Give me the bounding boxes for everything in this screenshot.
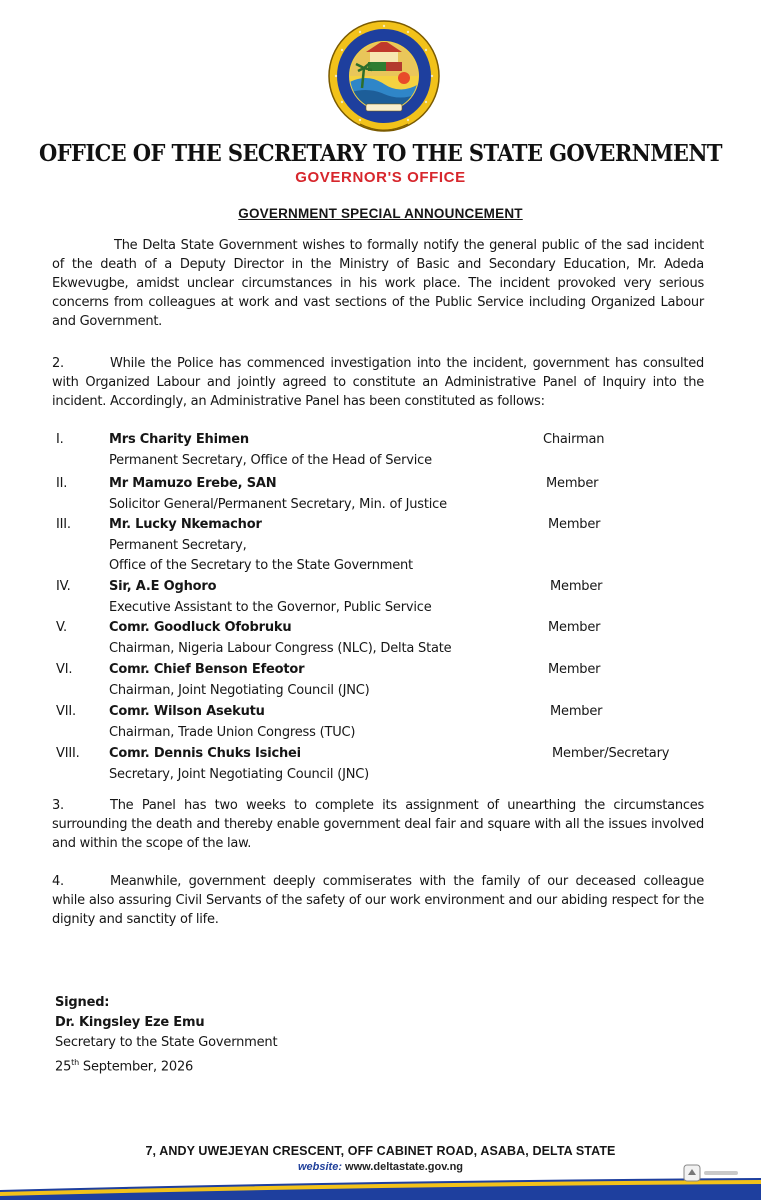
member-title: Chairman, Joint Negotiating Council (JNC) xyxy=(109,683,370,698)
member-role: Member xyxy=(548,620,601,635)
paragraph-1: The Delta State Government wishes to formally notify the general public of the sad incident of the death of a Deputy Director in the Ministry of Basic and Secondary Education, Mr. Adeda Ekwevugbe, amidst unclear circumstances in his work place. The incident provoked very serious concerns from colleagues at work and vast sections of the Public Service including Organized Labour and Government. xyxy=(52,238,704,329)
footer-stripe xyxy=(0,1170,761,1200)
paragraph-text: While the Police has commenced investigation into the incident, government has consulted with Organized Labour and jointly agreed to constitute an Administrative Panel of Inquiry into the incident. Accordingly, an Administrative Panel has been constituted as follows: xyxy=(52,356,704,409)
member-name: Sir, A.E Oghoro xyxy=(109,579,217,594)
member-title: Chairman, Nigeria Labour Congress (NLC), Delta State xyxy=(109,641,452,656)
member-role: Member xyxy=(550,704,603,719)
member-title: Permanent Secretary, Office of the Head of Service xyxy=(109,453,432,468)
member-number: IV. xyxy=(56,579,71,594)
member-title: Permanent Secretary, xyxy=(109,538,247,553)
paragraph-3 xyxy=(52,796,704,853)
member-role: Member xyxy=(550,579,603,594)
office-title: OFFICE OF THE SECRETARY TO THE STATE GOVERNMENT xyxy=(39,138,722,167)
member-role: Chairman xyxy=(543,432,605,447)
member-name: Comr. Dennis Chuks Isichei xyxy=(109,746,301,761)
member-title: Secretary, Joint Negotiating Council (JNC) xyxy=(109,767,370,782)
paragraph-number: 4. xyxy=(52,874,64,889)
paragraph-2 xyxy=(52,354,704,411)
member-name: Comr. Wilson Asekutu xyxy=(109,704,265,719)
governors-office-subtitle: GOVERNOR'S OFFICE xyxy=(295,169,466,186)
website-link[interactable]: www.deltastate.gov.ng xyxy=(345,1161,464,1173)
member-title: Solicitor General/Permanent Secretary, Min. of Justice xyxy=(109,497,447,512)
member-number: III. xyxy=(56,517,71,532)
member-name: Mr Mamuzo Erebe, SAN xyxy=(109,476,277,491)
member-title: Executive Assistant to the Governor, Public Service xyxy=(109,600,432,615)
delta-state-seal-icon xyxy=(326,18,442,136)
member-role: Member xyxy=(548,517,601,532)
signatory-position: Secretary to the State Government xyxy=(55,1035,278,1050)
camscanner-watermark-icon xyxy=(682,1161,742,1191)
member-name: Comr. Goodluck Ofobruku xyxy=(109,620,292,635)
member-number: VI. xyxy=(56,662,73,677)
paragraph-number: 2. xyxy=(52,356,64,371)
signature-block xyxy=(55,993,277,1077)
member-title-line-2: Office of the Secretary to the State Government xyxy=(109,558,413,573)
paragraph-number: 3. xyxy=(52,798,64,813)
date-day: 25 xyxy=(55,1059,72,1075)
member-name: Comr. Chief Benson Efeotor xyxy=(109,662,305,677)
signature-date xyxy=(55,1053,277,1077)
member-number: VIII. xyxy=(56,746,80,761)
paragraph-text: The Panel has two weeks to complete its assignment of unearthing the circumstances surrounding the death and thereby enable government deal fair and square with all the issues involved and within the scope of the law. xyxy=(52,798,704,851)
date-rest: September, 2026 xyxy=(78,1059,194,1075)
paragraph-4 xyxy=(52,872,704,929)
member-role: Member xyxy=(546,476,599,491)
signed-label: Signed: xyxy=(55,995,110,1010)
member-number: VII. xyxy=(56,704,76,719)
date-suffix: th xyxy=(71,1058,79,1067)
member-number: V. xyxy=(56,620,67,635)
footer-address: 7, ANDY UWEJEYAN CRESCENT, OFF CABINET ROAD, ASABA, DELTA STATE xyxy=(145,1144,616,1158)
member-number: II. xyxy=(56,476,68,491)
member-name: Mr. Lucky Nkemachor xyxy=(109,517,262,532)
member-role: Member/Secretary xyxy=(552,746,670,761)
member-name: Mrs Charity Ehimen xyxy=(109,432,249,447)
member-number: I. xyxy=(56,432,64,447)
member-title: Chairman, Trade Union Congress (TUC) xyxy=(109,725,356,740)
signatory-name: Dr. Kingsley Eze Emu xyxy=(55,1015,205,1030)
member-role: Member xyxy=(548,662,601,677)
website-label: website: xyxy=(297,1161,342,1173)
announcement-heading: GOVERNMENT SPECIAL ANNOUNCEMENT xyxy=(238,206,523,221)
paragraph-text: Meanwhile, government deeply commiserates with the family of our deceased colleague while also assuring Civil Servants of the safety of our work environment and our abiding respect for the dignity and sanctity of life. xyxy=(52,874,704,927)
